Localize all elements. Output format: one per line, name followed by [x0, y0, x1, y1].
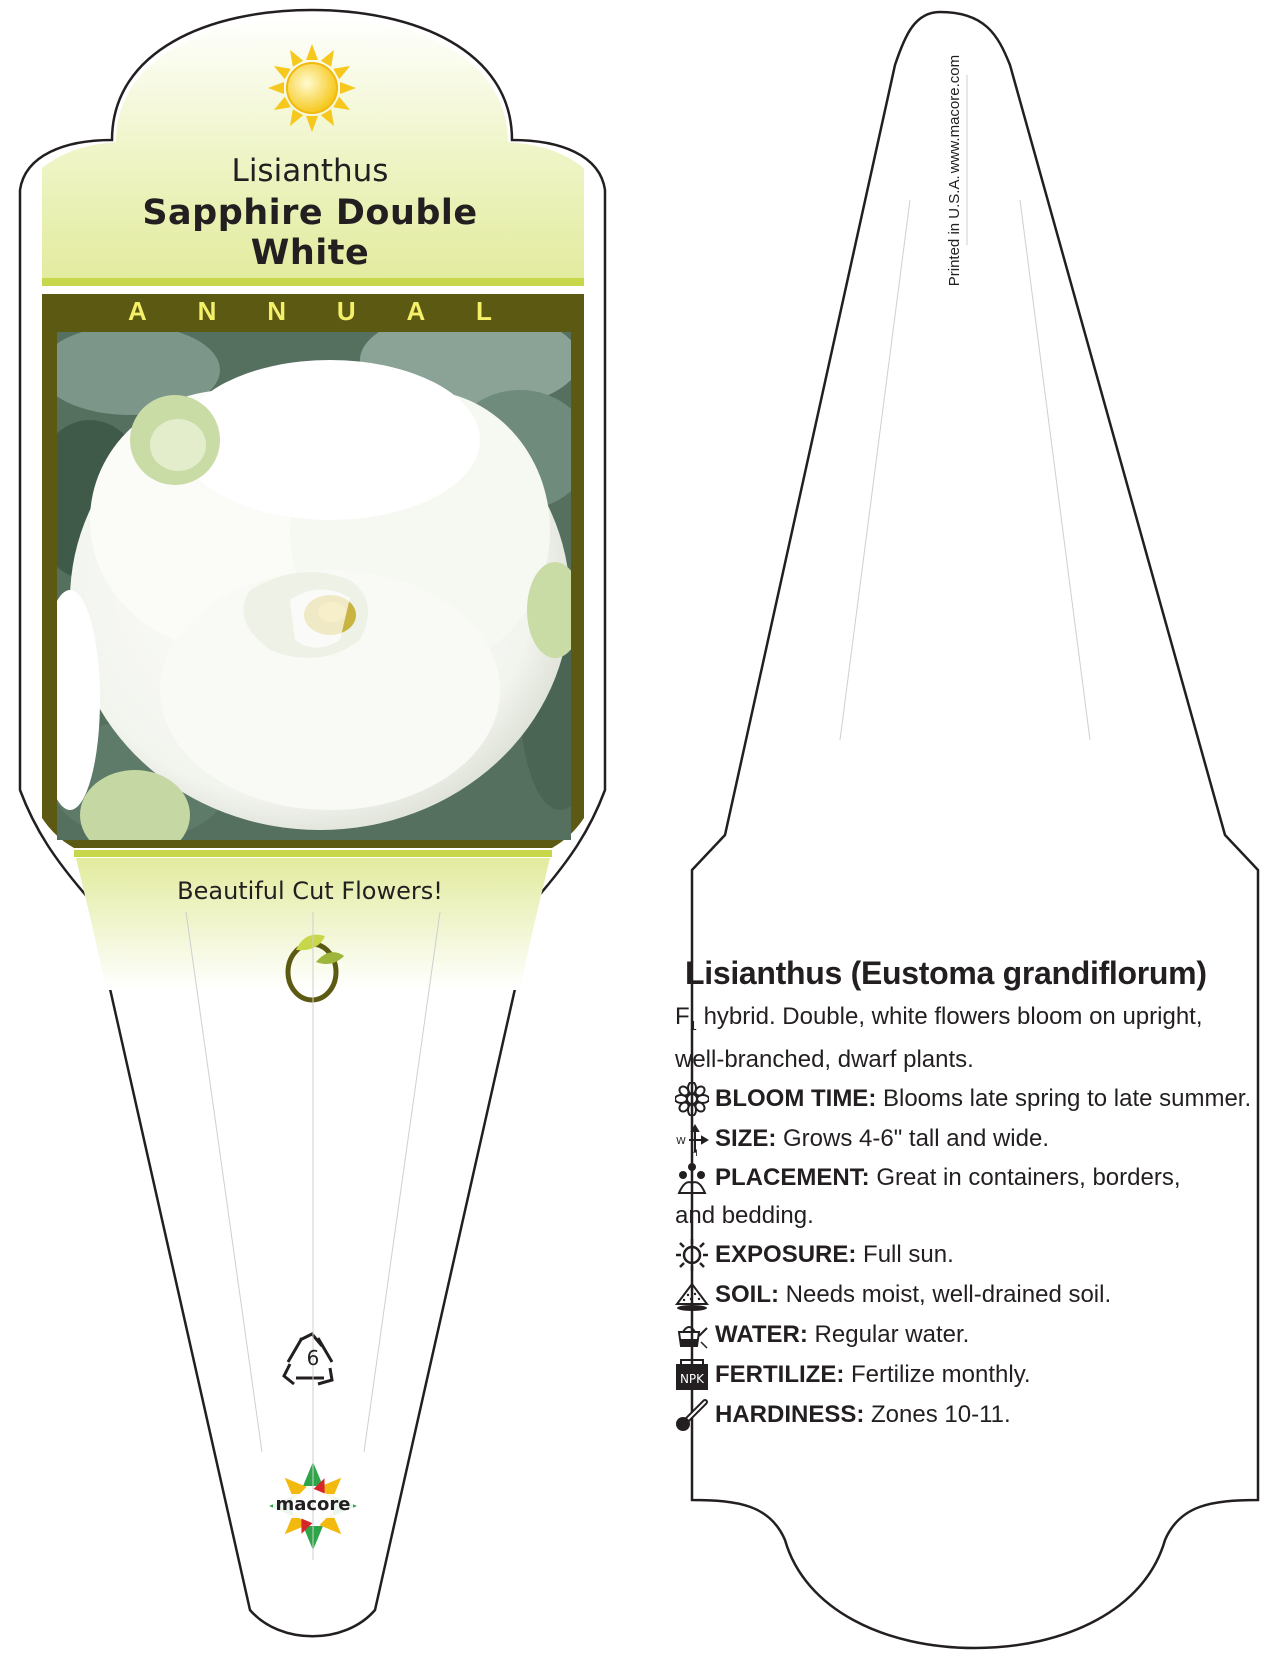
size-row [675, 1119, 1255, 1159]
plant-variety-name [90, 193, 530, 273]
attribute-value: Great in containers, borders, and bedding. [675, 1163, 1181, 1229]
hardiness-row [675, 1395, 1255, 1435]
attribute-value: Full sun. [856, 1240, 954, 1268]
attribute-label: EXPOSURE: [715, 1240, 857, 1268]
attribute-label: FERTILIZE: [715, 1360, 845, 1388]
attribute-value: Needs moist, well-drained soil. [779, 1280, 1112, 1308]
attribute-value: Grows 4-6" tall and wide. [776, 1124, 1049, 1152]
category-letter: U [336, 296, 356, 326]
attribute-value: Fertilize monthly. [844, 1360, 1031, 1388]
brand-logo [268, 1462, 358, 1550]
watering-can-icon [675, 1318, 709, 1352]
category-letter: N [197, 296, 217, 326]
plant-category [128, 296, 492, 327]
description [675, 1000, 1255, 1077]
npk-icon [675, 1358, 709, 1392]
attribute-label: SIZE: [715, 1124, 777, 1152]
variety-line-1: Sapphire Double [142, 193, 478, 233]
category-letter: N [267, 296, 286, 326]
printer-info [946, 55, 980, 287]
attribute-value: Zones 10-11. [864, 1400, 1011, 1428]
flower-photo [30, 310, 600, 860]
npk-label: NPK [679, 1372, 705, 1387]
height-letter: H [691, 1149, 698, 1157]
attribute-label: BLOOM TIME: [715, 1084, 877, 1112]
website-text: www.macore.com [946, 55, 963, 174]
flower-icon [675, 1082, 709, 1116]
botanical-title: Lisianthus (Eustoma grandiflorum) [685, 955, 1207, 991]
brand-name: macore [275, 1494, 351, 1515]
recycle-code: 6 [306, 1346, 320, 1370]
tagline: Beautiful Cut Flowers! [177, 877, 443, 905]
soil-row [675, 1275, 1255, 1315]
category-letter: L [476, 296, 492, 326]
attribute-label: WATER: [715, 1320, 808, 1348]
thermometer-icon [675, 1398, 709, 1432]
width-letter: W [676, 1136, 686, 1148]
attribute-label: HARDINESS: [715, 1400, 865, 1428]
attribute-label: PLACEMENT: [715, 1163, 870, 1191]
category-letter: A [128, 296, 147, 326]
exposure-row [675, 1235, 1255, 1275]
variety-line-2: White [250, 233, 370, 273]
size-icon [675, 1122, 709, 1156]
fertilize-row [675, 1355, 1255, 1395]
category-letter: A [406, 296, 426, 326]
sun-icon [675, 1238, 709, 1272]
intro-prefix: F [675, 1003, 690, 1030]
bloom-time-row [675, 1079, 1255, 1119]
placement-row [675, 1159, 1215, 1235]
attribute-label: SOIL: [715, 1280, 779, 1308]
attribute-value: Blooms late spring to late summer. [876, 1084, 1252, 1112]
soil-icon [675, 1278, 709, 1312]
attribute-value: Regular water. [807, 1320, 970, 1348]
water-row [675, 1315, 1255, 1355]
placement-icon [675, 1161, 709, 1195]
printed-in-text: Printed in U.S.A. [946, 175, 963, 287]
intro-subscript: 1 [689, 1017, 697, 1033]
care-info [675, 955, 1255, 1435]
intro-text: hybrid. Double, white flowers bloom on upright, well-branched, dwarf plants. [675, 1003, 1203, 1073]
plant-common-name: Lisianthus [231, 153, 389, 189]
